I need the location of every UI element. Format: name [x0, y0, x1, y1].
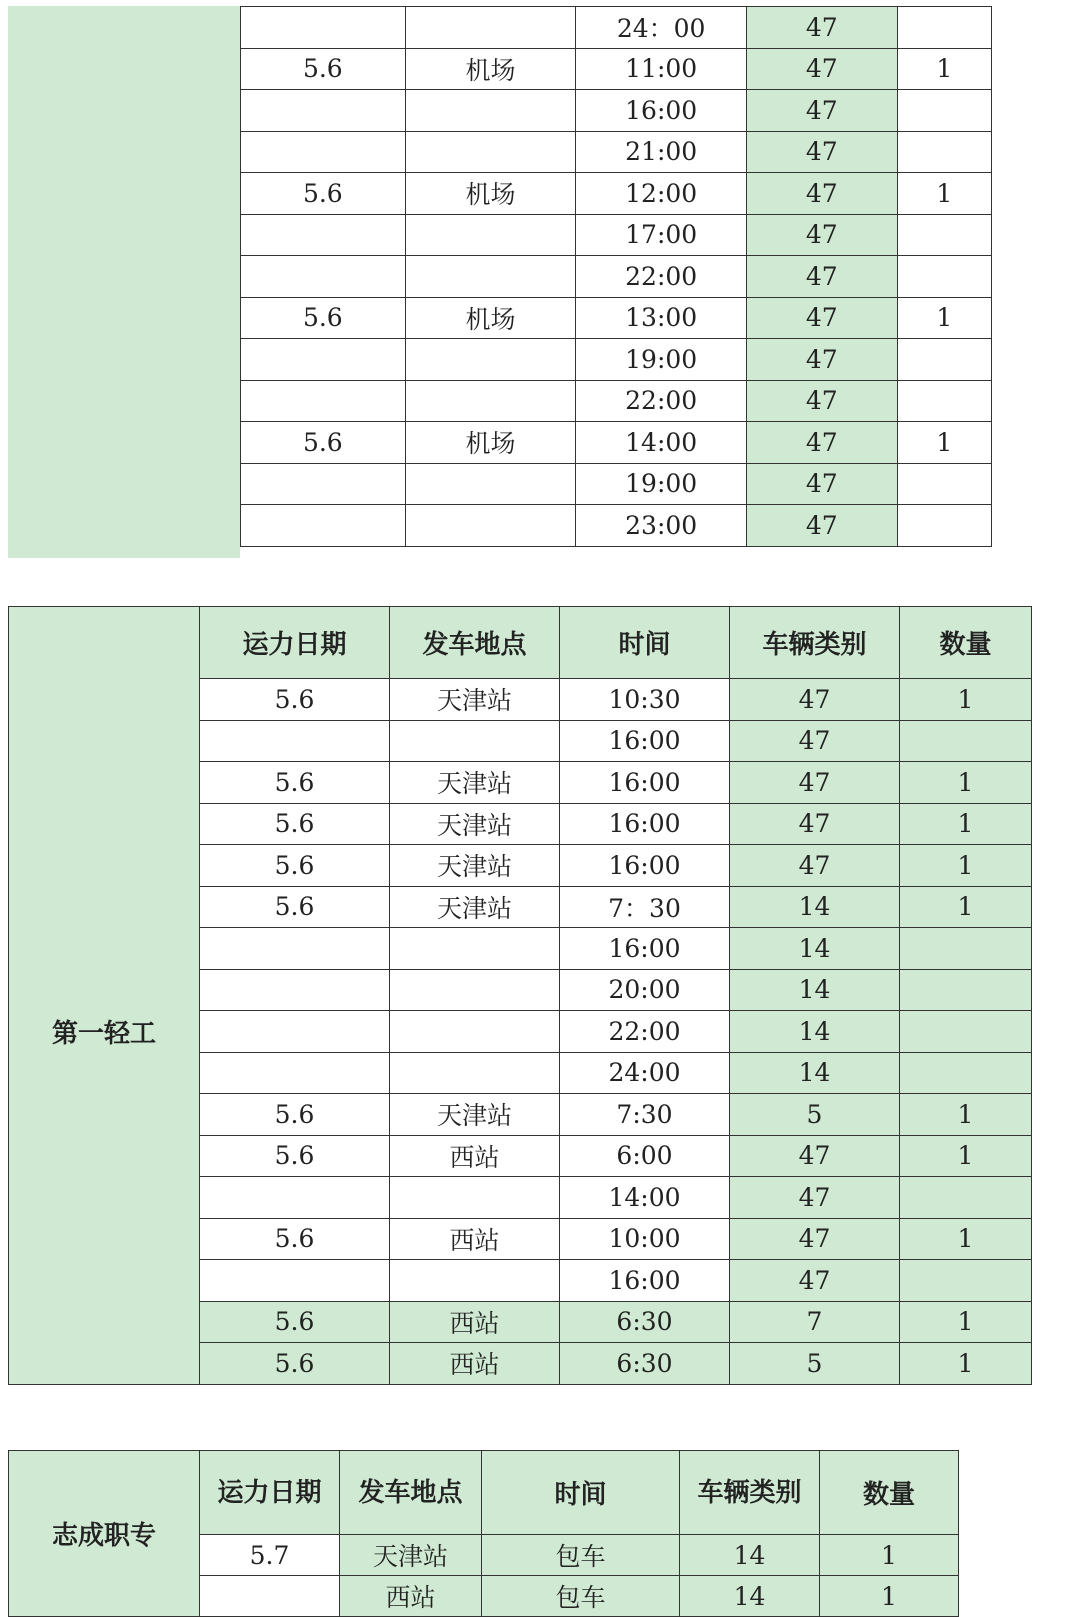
- time-cell: 16:00: [560, 845, 730, 887]
- table-row: [241, 256, 992, 298]
- date-cell: [200, 1011, 390, 1053]
- quantity-cell: [900, 1260, 1032, 1302]
- table-row: [241, 48, 992, 90]
- quantity-cell: 1: [900, 1135, 1032, 1177]
- place-cell: [390, 1177, 560, 1219]
- date-cell: [241, 131, 406, 173]
- quantity-cell: [900, 969, 1032, 1011]
- time-cell: 11:00: [576, 48, 747, 90]
- table1-group-cell: [8, 6, 240, 558]
- place-cell: 机场: [405, 173, 576, 215]
- date-cell: [241, 214, 406, 256]
- vehicle-type-cell: 14: [730, 886, 900, 928]
- place-cell: [405, 505, 576, 547]
- place-cell: [390, 720, 560, 762]
- date-cell: 5.6: [200, 762, 390, 804]
- time-cell: 16:00: [560, 1260, 730, 1302]
- quantity-cell: 1: [897, 297, 991, 339]
- place-cell: [405, 380, 576, 422]
- date-cell: 5.6: [200, 1135, 390, 1177]
- time-cell: 24：00: [576, 7, 747, 49]
- place-cell: 天津站: [390, 1094, 560, 1136]
- table-row: [9, 679, 1032, 721]
- header-place: 发车地点: [340, 1451, 482, 1535]
- date-cell: 5.6: [241, 297, 406, 339]
- vehicle-type-cell: 47: [730, 762, 900, 804]
- date-cell: [200, 1052, 390, 1094]
- vehicle-type-cell: 14: [730, 1052, 900, 1094]
- place-cell: [405, 7, 576, 49]
- header-vehicle-type: 车辆类别: [680, 1451, 820, 1535]
- table-row: [241, 463, 992, 505]
- time-cell: 19:00: [576, 339, 747, 381]
- time-cell: 12:00: [576, 173, 747, 215]
- quantity-cell: [897, 505, 991, 547]
- place-cell: [405, 214, 576, 256]
- date-cell: 5.6: [200, 1094, 390, 1136]
- quantity-cell: 1: [820, 1576, 959, 1617]
- header-time: 时间: [482, 1451, 680, 1535]
- vehicle-type-cell: 47: [747, 7, 898, 49]
- time-cell: 23:00: [576, 505, 747, 547]
- vehicle-type-cell: 47: [730, 720, 900, 762]
- vehicle-type-cell: 47: [747, 422, 898, 464]
- place-cell: [390, 1011, 560, 1053]
- place-cell: [390, 928, 560, 970]
- place-cell: [390, 1260, 560, 1302]
- quantity-cell: 1: [897, 48, 991, 90]
- date-cell: [200, 969, 390, 1011]
- date-cell: 5.6: [200, 886, 390, 928]
- table3-group-label: 志成职专: [9, 1451, 200, 1617]
- time-cell: 7:30: [560, 1094, 730, 1136]
- quantity-cell: [897, 339, 991, 381]
- vehicle-type-cell: 47: [730, 1260, 900, 1302]
- header-vehicle-type: 车辆类别: [730, 607, 900, 679]
- date-cell: [200, 1576, 340, 1617]
- header-time: 时间: [560, 607, 730, 679]
- quantity-cell: [897, 131, 991, 173]
- place-cell: 机场: [405, 48, 576, 90]
- vehicle-type-cell: 47: [747, 90, 898, 132]
- table-row: [241, 131, 992, 173]
- time-cell: 21:00: [576, 131, 747, 173]
- quantity-cell: 1: [900, 679, 1032, 721]
- schedule-table-2: [8, 606, 1032, 1385]
- place-cell: 天津站: [390, 679, 560, 721]
- table-row: [241, 7, 992, 49]
- place-cell: 天津站: [390, 762, 560, 804]
- vehicle-type-cell: 47: [730, 1177, 900, 1219]
- schedule-table-1: [240, 6, 992, 547]
- place-cell: [390, 969, 560, 1011]
- date-cell: [241, 90, 406, 132]
- time-cell: 10:30: [560, 679, 730, 721]
- date-cell: [241, 7, 406, 49]
- time-cell: 16:00: [560, 803, 730, 845]
- vehicle-type-cell: 14: [680, 1576, 820, 1617]
- date-cell: [200, 1260, 390, 1302]
- header-date: 运力日期: [200, 1451, 340, 1535]
- place-cell: 西站: [390, 1343, 560, 1385]
- quantity-cell: 1: [900, 1301, 1032, 1343]
- time-cell: 16:00: [576, 90, 747, 132]
- place-cell: [405, 131, 576, 173]
- date-cell: 5.6: [241, 48, 406, 90]
- vehicle-type-cell: 14: [730, 1011, 900, 1053]
- table-row: [241, 214, 992, 256]
- date-cell: 5.6: [241, 422, 406, 464]
- date-cell: [241, 505, 406, 547]
- quantity-cell: [897, 214, 991, 256]
- date-cell: 5.6: [241, 173, 406, 215]
- header-quantity: 数量: [820, 1451, 959, 1535]
- place-cell: 天津站: [390, 803, 560, 845]
- vehicle-type-cell: 47: [747, 256, 898, 298]
- vehicle-type-cell: 47: [730, 845, 900, 887]
- vehicle-type-cell: 47: [730, 679, 900, 721]
- date-cell: 5.6: [200, 845, 390, 887]
- quantity-cell: [897, 463, 991, 505]
- date-cell: [200, 928, 390, 970]
- time-cell: 13:00: [576, 297, 747, 339]
- schedule-table-3: [8, 1450, 959, 1617]
- vehicle-type-cell: 47: [730, 1135, 900, 1177]
- quantity-cell: [900, 1052, 1032, 1094]
- table-row: [241, 339, 992, 381]
- table2-group-cell: 第一轻工: [9, 679, 200, 1385]
- place-cell: 西站: [340, 1576, 482, 1617]
- time-cell: 6:30: [560, 1343, 730, 1385]
- time-cell: 10:00: [560, 1218, 730, 1260]
- vehicle-type-cell: 14: [730, 969, 900, 1011]
- date-cell: 5.6: [200, 1301, 390, 1343]
- place-cell: 天津站: [390, 845, 560, 887]
- time-cell: 14:00: [560, 1177, 730, 1219]
- vehicle-type-cell: 47: [730, 803, 900, 845]
- time-cell: 14:00: [576, 422, 747, 464]
- vehicle-type-cell: 7: [730, 1301, 900, 1343]
- time-cell: 6:00: [560, 1135, 730, 1177]
- date-cell: 5.7: [200, 1535, 340, 1576]
- vehicle-type-cell: 14: [680, 1535, 820, 1576]
- date-cell: [241, 256, 406, 298]
- table2-group-cell-top: [9, 607, 200, 679]
- vehicle-type-cell: 47: [747, 131, 898, 173]
- vehicle-type-cell: 14: [730, 928, 900, 970]
- quantity-cell: 1: [900, 845, 1032, 887]
- quantity-cell: [900, 1011, 1032, 1053]
- quantity-cell: [897, 256, 991, 298]
- table-row: [241, 505, 992, 547]
- place-cell: 西站: [390, 1218, 560, 1260]
- vehicle-type-cell: 47: [730, 1218, 900, 1260]
- date-cell: [241, 463, 406, 505]
- table-row: [241, 90, 992, 132]
- vehicle-type-cell: 47: [747, 380, 898, 422]
- time-cell: 16:00: [560, 762, 730, 804]
- vehicle-type-cell: 5: [730, 1094, 900, 1136]
- quantity-cell: [897, 380, 991, 422]
- time-cell: 包车: [482, 1535, 680, 1576]
- place-cell: 天津站: [390, 886, 560, 928]
- header-date: 运力日期: [200, 607, 390, 679]
- table-row: [241, 380, 992, 422]
- quantity-cell: 1: [900, 886, 1032, 928]
- time-cell: 20:00: [560, 969, 730, 1011]
- header-quantity: 数量: [900, 607, 1032, 679]
- date-cell: 5.6: [200, 1343, 390, 1385]
- place-cell: 机场: [405, 422, 576, 464]
- vehicle-type-cell: 47: [747, 339, 898, 381]
- time-cell: 16:00: [560, 720, 730, 762]
- place-cell: 西站: [390, 1135, 560, 1177]
- date-cell: 5.6: [200, 803, 390, 845]
- place-cell: [405, 90, 576, 132]
- vehicle-type-cell: 47: [747, 214, 898, 256]
- date-cell: 5.6: [200, 1218, 390, 1260]
- quantity-cell: [897, 90, 991, 132]
- time-cell: 包车: [482, 1576, 680, 1617]
- table-row: [241, 422, 992, 464]
- vehicle-type-cell: 47: [747, 173, 898, 215]
- date-cell: [241, 380, 406, 422]
- time-cell: 22:00: [576, 380, 747, 422]
- quantity-cell: [900, 720, 1032, 762]
- vehicle-type-cell: 47: [747, 48, 898, 90]
- date-cell: 5.6: [200, 679, 390, 721]
- place-cell: [405, 463, 576, 505]
- time-cell: 22:00: [576, 256, 747, 298]
- place-cell: 机场: [405, 297, 576, 339]
- table-row: [241, 173, 992, 215]
- quantity-cell: 1: [897, 422, 991, 464]
- header-place: 发车地点: [390, 607, 560, 679]
- place-cell: 西站: [390, 1301, 560, 1343]
- quantity-cell: 1: [897, 173, 991, 215]
- quantity-cell: 1: [900, 762, 1032, 804]
- time-cell: 22:00: [560, 1011, 730, 1053]
- place-cell: 天津站: [340, 1535, 482, 1576]
- time-cell: 19:00: [576, 463, 747, 505]
- date-cell: [200, 720, 390, 762]
- quantity-cell: [897, 7, 991, 49]
- time-cell: 6:30: [560, 1301, 730, 1343]
- quantity-cell: 1: [900, 1343, 1032, 1385]
- vehicle-type-cell: 47: [747, 297, 898, 339]
- date-cell: [241, 339, 406, 381]
- time-cell: 24:00: [560, 1052, 730, 1094]
- time-cell: 17:00: [576, 214, 747, 256]
- quantity-cell: 1: [900, 1094, 1032, 1136]
- quantity-cell: [900, 928, 1032, 970]
- table-row: [241, 297, 992, 339]
- place-cell: [405, 339, 576, 381]
- place-cell: [405, 256, 576, 298]
- time-cell: 16:00: [560, 928, 730, 970]
- time-cell: 7：30: [560, 886, 730, 928]
- quantity-cell: [900, 1177, 1032, 1219]
- quantity-cell: 1: [820, 1535, 959, 1576]
- date-cell: [200, 1177, 390, 1219]
- vehicle-type-cell: 47: [747, 505, 898, 547]
- quantity-cell: 1: [900, 803, 1032, 845]
- quantity-cell: 1: [900, 1218, 1032, 1260]
- place-cell: [390, 1052, 560, 1094]
- vehicle-type-cell: 47: [747, 463, 898, 505]
- vehicle-type-cell: 5: [730, 1343, 900, 1385]
